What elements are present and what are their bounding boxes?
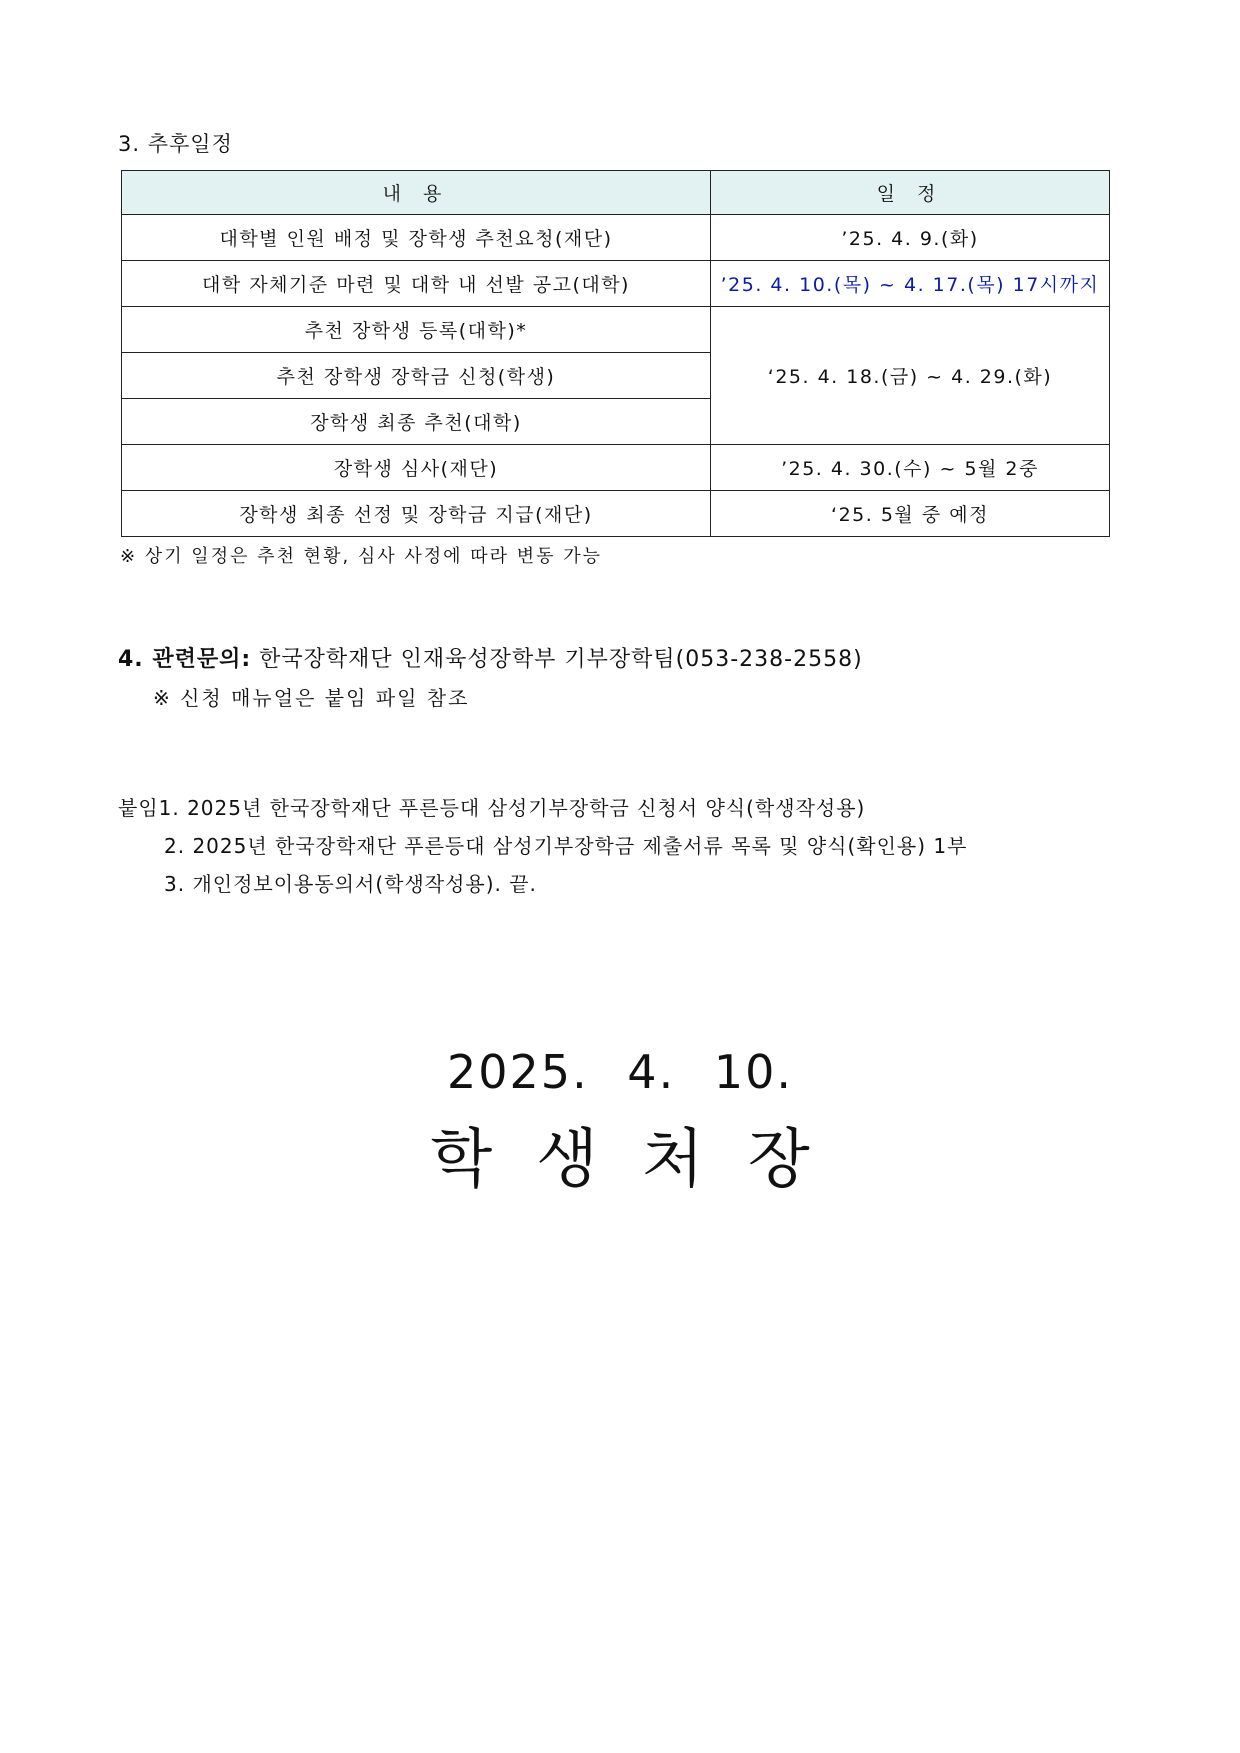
table-row <box>122 261 1110 307</box>
schedule-note: ※ 상기 일정은 추천 현황, 심사 사정에 따라 변동 가능 <box>120 546 603 567</box>
contact-lead: 4. 관련문의: <box>118 647 252 672</box>
attachment-item-3: 3. 개인정보이용동의서(학생작성용). 끝. <box>164 872 537 896</box>
cell-schedule-merged: ‘25. 4. 18.(금) ~ 4. 29.(화) <box>711 307 1110 445</box>
cell-schedule: ‘25. 5월 중 예정 <box>711 491 1110 537</box>
cell-content: 대학 자체기준 마련 및 대학 내 선발 공고(대학) <box>122 261 711 307</box>
table-row <box>122 445 1110 491</box>
cell-content: 추천 장학생 등록(대학)* <box>122 307 711 353</box>
attachment-item-1: 붙임1. 2025년 한국장학재단 푸른등대 삼성기부장학금 신청서 양식(학생작성용) <box>118 796 866 820</box>
table-row <box>122 307 1110 353</box>
document-date: 2025. 4. 10. <box>447 1045 793 1099</box>
attachment-item-2: 2. 2025년 한국장학재단 푸른등대 삼성기부장학금 제출서류 목록 및 양식(확인용) 1부 <box>164 834 968 858</box>
table-row <box>122 491 1110 537</box>
cell-content: 장학생 최종 선정 및 장학금 지급(재단) <box>122 491 711 537</box>
cell-content: 장학생 심사(재단) <box>122 445 711 491</box>
header-content: 내 용 <box>122 171 711 215</box>
schedule-table <box>121 170 1110 537</box>
cell-schedule: ’25. 4. 9.(화) <box>711 215 1110 261</box>
manual-note: ※ 신청 매뉴얼은 붙임 파일 참조 <box>153 686 470 710</box>
header-schedule: 일 정 <box>711 171 1110 215</box>
cell-content: 대학별 인원 배정 및 장학생 추천요청(재단) <box>122 215 711 261</box>
cell-schedule-highlight: ’25. 4. 10.(목) ~ 4. 17.(목) 17시까지 <box>711 261 1110 307</box>
cell-schedule: ’25. 4. 30.(수) ~ 5월 2중 <box>711 445 1110 491</box>
cell-content: 추천 장학생 장학금 신청(학생) <box>122 353 711 399</box>
table-row <box>122 215 1110 261</box>
contact-info: 한국장학재단 인재육성장학부 기부장학팀(053-238-2558) <box>259 647 863 672</box>
cell-content: 장학생 최종 추천(대학) <box>122 399 711 445</box>
signer-title: 학생처장 <box>430 1123 854 1197</box>
contact-line <box>118 642 863 673</box>
table-header-row <box>122 171 1110 215</box>
section-title-schedule: 3. 추후일정 <box>118 132 233 156</box>
